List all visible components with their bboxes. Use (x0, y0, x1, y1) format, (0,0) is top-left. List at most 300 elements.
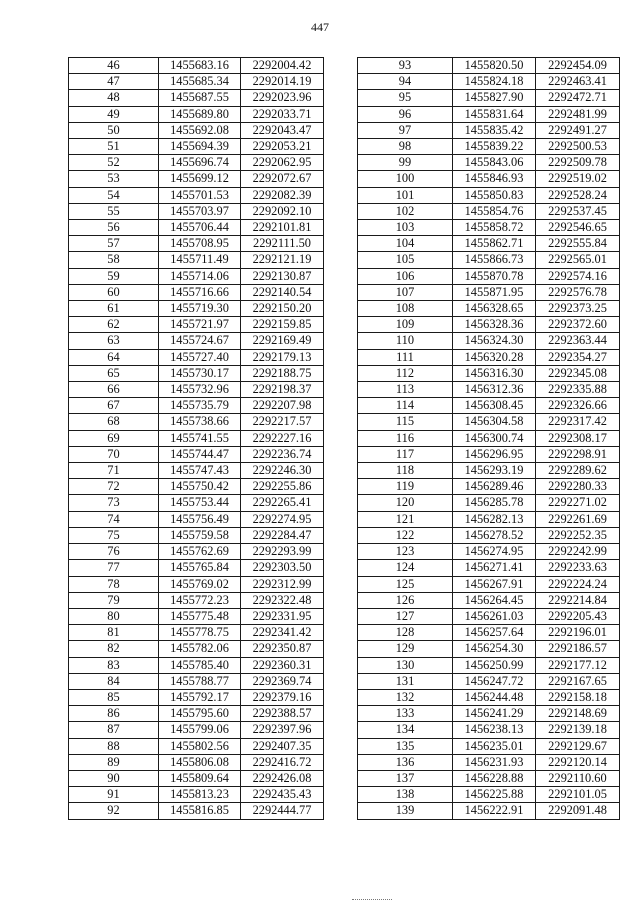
x-coordinate-cell: 1456244.48 (453, 689, 536, 705)
table-row (358, 236, 620, 252)
table-row (358, 284, 620, 300)
point-number-cell: 89 (69, 754, 159, 770)
y-coordinate-cell: 2292274.95 (241, 511, 324, 527)
y-coordinate-cell: 2292158.18 (536, 689, 620, 705)
x-coordinate-cell: 1455741.55 (159, 430, 241, 446)
point-number-cell: 87 (69, 722, 159, 738)
y-coordinate-cell: 2292546.65 (536, 220, 620, 236)
table-row (358, 398, 620, 414)
table-row (69, 544, 324, 560)
x-coordinate-cell: 1456247.72 (453, 673, 536, 689)
x-coordinate-cell: 1455870.78 (453, 268, 536, 284)
table-row (358, 382, 620, 398)
table-row (358, 706, 620, 722)
table-row (69, 608, 324, 624)
point-number-cell: 94 (358, 74, 453, 90)
table-row (69, 673, 324, 689)
y-coordinate-cell: 2292528.24 (536, 187, 620, 203)
table-row (69, 301, 324, 317)
table-row (69, 430, 324, 446)
table-row (358, 722, 620, 738)
point-number-cell: 133 (358, 706, 453, 722)
x-coordinate-cell: 1455750.42 (159, 479, 241, 495)
x-coordinate-cell: 1455721.97 (159, 317, 241, 333)
point-number-cell: 113 (358, 382, 453, 398)
table-row (69, 446, 324, 462)
y-coordinate-cell: 2292369.74 (241, 673, 324, 689)
x-coordinate-cell: 1455769.02 (159, 576, 241, 592)
x-coordinate-cell: 1456274.95 (453, 544, 536, 560)
point-number-cell: 85 (69, 689, 159, 705)
y-coordinate-cell: 2292261.69 (536, 511, 620, 527)
point-number-cell: 116 (358, 430, 453, 446)
x-coordinate-cell: 1456264.45 (453, 592, 536, 608)
x-coordinate-cell: 1455683.16 (159, 58, 241, 74)
x-coordinate-cell: 1456267.91 (453, 576, 536, 592)
x-coordinate-cell: 1456238.13 (453, 722, 536, 738)
table-row (358, 317, 620, 333)
table-row (358, 770, 620, 786)
point-number-cell: 104 (358, 236, 453, 252)
y-coordinate-cell: 2292205.43 (536, 608, 620, 624)
x-coordinate-cell: 1456231.93 (453, 754, 536, 770)
x-coordinate-cell: 1455696.74 (159, 155, 241, 171)
y-coordinate-cell: 2292454.09 (536, 58, 620, 74)
x-coordinate-cell: 1456285.78 (453, 495, 536, 511)
table-row (358, 90, 620, 106)
x-coordinate-cell: 1456296.95 (453, 446, 536, 462)
x-coordinate-cell: 1455809.64 (159, 770, 241, 786)
y-coordinate-cell: 2292101.05 (536, 787, 620, 803)
x-coordinate-cell: 1455711.49 (159, 252, 241, 268)
point-number-cell: 55 (69, 203, 159, 219)
x-coordinate-cell: 1455871.95 (453, 284, 536, 300)
table-row (69, 155, 324, 171)
table-row (69, 203, 324, 219)
x-coordinate-cell: 1455778.75 (159, 625, 241, 641)
point-number-cell: 61 (69, 301, 159, 317)
x-coordinate-cell: 1455846.93 (453, 171, 536, 187)
x-coordinate-cell: 1456324.30 (453, 333, 536, 349)
x-coordinate-cell: 1455802.56 (159, 738, 241, 754)
point-number-cell: 70 (69, 446, 159, 462)
x-coordinate-cell: 1455719.30 (159, 301, 241, 317)
y-coordinate-cell: 2292407.35 (241, 738, 324, 754)
y-coordinate-cell: 2292416.72 (241, 754, 324, 770)
point-number-cell: 62 (69, 317, 159, 333)
point-number-cell: 58 (69, 252, 159, 268)
x-coordinate-cell: 1455782.06 (159, 641, 241, 657)
table-row (69, 787, 324, 803)
y-coordinate-cell: 2292227.16 (241, 430, 324, 446)
coordinate-table-left (68, 57, 324, 820)
x-coordinate-cell: 1455685.34 (159, 74, 241, 90)
x-coordinate-cell: 1455694.39 (159, 139, 241, 155)
y-coordinate-cell: 2292139.18 (536, 722, 620, 738)
x-coordinate-cell: 1455724.67 (159, 333, 241, 349)
table-row (358, 511, 620, 527)
point-number-cell: 130 (358, 657, 453, 673)
table-row (69, 495, 324, 511)
table-row (358, 787, 620, 803)
x-coordinate-cell: 1455735.79 (159, 398, 241, 414)
y-coordinate-cell: 2292500.53 (536, 139, 620, 155)
point-number-cell: 99 (358, 155, 453, 171)
x-coordinate-cell: 1455756.49 (159, 511, 241, 527)
y-coordinate-cell: 2292322.48 (241, 592, 324, 608)
y-coordinate-cell: 2292537.45 (536, 203, 620, 219)
table-row (358, 803, 620, 819)
y-coordinate-cell: 2292373.25 (536, 301, 620, 317)
table-row (69, 122, 324, 138)
y-coordinate-cell: 2292121.19 (241, 252, 324, 268)
point-number-cell: 77 (69, 560, 159, 576)
table-row (358, 544, 620, 560)
y-coordinate-cell: 2292214.84 (536, 592, 620, 608)
table-row (358, 333, 620, 349)
point-number-cell: 96 (358, 106, 453, 122)
table-row (69, 625, 324, 641)
table-row (69, 220, 324, 236)
point-number-cell: 52 (69, 155, 159, 171)
table-row (358, 495, 620, 511)
table-row (358, 74, 620, 90)
y-coordinate-cell: 2292280.33 (536, 479, 620, 495)
y-coordinate-cell: 2292217.57 (241, 414, 324, 430)
x-coordinate-cell: 1455854.76 (453, 203, 536, 219)
point-number-cell: 119 (358, 479, 453, 495)
table-row (358, 738, 620, 754)
y-coordinate-cell: 2292255.86 (241, 479, 324, 495)
point-number-cell: 120 (358, 495, 453, 511)
table-row (358, 268, 620, 284)
x-coordinate-cell: 1456328.65 (453, 301, 536, 317)
point-number-cell: 60 (69, 284, 159, 300)
x-coordinate-cell: 1455687.55 (159, 90, 241, 106)
x-coordinate-cell: 1455738.66 (159, 414, 241, 430)
y-coordinate-cell: 2292120.14 (536, 754, 620, 770)
x-coordinate-cell: 1455762.69 (159, 544, 241, 560)
point-number-cell: 57 (69, 236, 159, 252)
x-coordinate-cell: 1456254.30 (453, 641, 536, 657)
x-coordinate-cell: 1456261.03 (453, 608, 536, 624)
y-coordinate-cell: 2292140.54 (241, 284, 324, 300)
table-row (69, 90, 324, 106)
x-coordinate-cell: 1455806.08 (159, 754, 241, 770)
y-coordinate-cell: 2292312.99 (241, 576, 324, 592)
y-coordinate-cell: 2292271.02 (536, 495, 620, 511)
point-number-cell: 103 (358, 220, 453, 236)
point-number-cell: 129 (358, 641, 453, 657)
point-number-cell: 68 (69, 414, 159, 430)
point-number-cell: 100 (358, 171, 453, 187)
x-coordinate-cell: 1455788.77 (159, 673, 241, 689)
y-coordinate-cell: 2292289.62 (536, 463, 620, 479)
x-coordinate-cell: 1456308.45 (453, 398, 536, 414)
x-coordinate-cell: 1455858.72 (453, 220, 536, 236)
y-coordinate-cell: 2292101.81 (241, 220, 324, 236)
point-number-cell: 118 (358, 463, 453, 479)
x-coordinate-cell: 1455747.43 (159, 463, 241, 479)
x-coordinate-cell: 1456328.36 (453, 317, 536, 333)
x-coordinate-cell: 1455708.95 (159, 236, 241, 252)
point-number-cell: 122 (358, 527, 453, 543)
x-coordinate-cell: 1456316.30 (453, 365, 536, 381)
y-coordinate-cell: 2292388.57 (241, 706, 324, 722)
table-row (69, 398, 324, 414)
table-row (69, 803, 324, 819)
table-row (358, 349, 620, 365)
table-row (69, 479, 324, 495)
x-coordinate-cell: 1456250.99 (453, 657, 536, 673)
point-number-cell: 83 (69, 657, 159, 673)
coordinate-table-right (357, 57, 620, 820)
table-row (69, 592, 324, 608)
point-number-cell: 121 (358, 511, 453, 527)
table-row (358, 106, 620, 122)
x-coordinate-cell: 1455816.85 (159, 803, 241, 819)
y-coordinate-cell: 2292509.78 (536, 155, 620, 171)
y-coordinate-cell: 2292565.01 (536, 252, 620, 268)
table-row (69, 365, 324, 381)
x-coordinate-cell: 1455850.83 (453, 187, 536, 203)
x-coordinate-cell: 1455862.71 (453, 236, 536, 252)
x-coordinate-cell: 1455744.47 (159, 446, 241, 462)
point-number-cell: 49 (69, 106, 159, 122)
x-coordinate-cell: 1455765.84 (159, 560, 241, 576)
y-coordinate-cell: 2292129.67 (536, 738, 620, 754)
point-number-cell: 109 (358, 317, 453, 333)
x-coordinate-cell: 1455843.06 (453, 155, 536, 171)
x-coordinate-cell: 1455799.06 (159, 722, 241, 738)
table-row (69, 106, 324, 122)
table-row (358, 625, 620, 641)
x-coordinate-cell: 1456293.19 (453, 463, 536, 479)
point-number-cell: 98 (358, 139, 453, 155)
y-coordinate-cell: 2292014.19 (241, 74, 324, 90)
table-row (358, 430, 620, 446)
x-coordinate-cell: 1456241.29 (453, 706, 536, 722)
x-coordinate-cell: 1456320.28 (453, 349, 536, 365)
y-coordinate-cell: 2292111.50 (241, 236, 324, 252)
x-coordinate-cell: 1456235.01 (453, 738, 536, 754)
bottom-scan-mark (352, 899, 392, 901)
x-coordinate-cell: 1456304.58 (453, 414, 536, 430)
table-row (69, 754, 324, 770)
y-coordinate-cell: 2292207.98 (241, 398, 324, 414)
y-coordinate-cell: 2292350.87 (241, 641, 324, 657)
y-coordinate-cell: 2292167.65 (536, 673, 620, 689)
table-row (69, 560, 324, 576)
x-coordinate-cell: 1455827.90 (453, 90, 536, 106)
point-number-cell: 54 (69, 187, 159, 203)
point-number-cell: 102 (358, 203, 453, 219)
point-number-cell: 74 (69, 511, 159, 527)
point-number-cell: 108 (358, 301, 453, 317)
table-row (69, 268, 324, 284)
y-coordinate-cell: 2292053.21 (241, 139, 324, 155)
point-number-cell: 50 (69, 122, 159, 138)
x-coordinate-cell: 1455795.60 (159, 706, 241, 722)
table-row (358, 139, 620, 155)
x-coordinate-cell: 1455703.97 (159, 203, 241, 219)
y-coordinate-cell: 2292317.42 (536, 414, 620, 430)
x-coordinate-cell: 1456225.88 (453, 787, 536, 803)
point-number-cell: 126 (358, 592, 453, 608)
point-number-cell: 59 (69, 268, 159, 284)
x-coordinate-cell: 1456228.88 (453, 770, 536, 786)
table-row (358, 446, 620, 462)
point-number-cell: 107 (358, 284, 453, 300)
table-row (358, 203, 620, 219)
y-coordinate-cell: 2292293.99 (241, 544, 324, 560)
x-coordinate-cell: 1456300.74 (453, 430, 536, 446)
y-coordinate-cell: 2292341.42 (241, 625, 324, 641)
y-coordinate-cell: 2292148.69 (536, 706, 620, 722)
table-row (69, 463, 324, 479)
x-coordinate-cell: 1455706.44 (159, 220, 241, 236)
point-number-cell: 128 (358, 625, 453, 641)
y-coordinate-cell: 2292519.02 (536, 171, 620, 187)
y-coordinate-cell: 2292354.27 (536, 349, 620, 365)
y-coordinate-cell: 2292196.01 (536, 625, 620, 641)
x-coordinate-cell: 1456222.91 (453, 803, 536, 819)
point-number-cell: 47 (69, 74, 159, 90)
point-number-cell: 90 (69, 770, 159, 786)
point-number-cell: 93 (358, 58, 453, 74)
point-number-cell: 114 (358, 398, 453, 414)
point-number-cell: 88 (69, 738, 159, 754)
table-row (358, 463, 620, 479)
table-row (69, 284, 324, 300)
point-number-cell: 51 (69, 139, 159, 155)
table-row (358, 689, 620, 705)
table-row (69, 333, 324, 349)
point-number-cell: 80 (69, 608, 159, 624)
y-coordinate-cell: 2292574.16 (536, 268, 620, 284)
table-row (69, 770, 324, 786)
point-number-cell: 67 (69, 398, 159, 414)
x-coordinate-cell: 1455792.17 (159, 689, 241, 705)
table-row (69, 171, 324, 187)
point-number-cell: 136 (358, 754, 453, 770)
x-coordinate-cell: 1455785.40 (159, 657, 241, 673)
table-row (69, 657, 324, 673)
point-number-cell: 135 (358, 738, 453, 754)
y-coordinate-cell: 2292092.10 (241, 203, 324, 219)
x-coordinate-cell: 1455824.18 (453, 74, 536, 90)
table-row (358, 608, 620, 624)
x-coordinate-cell: 1455839.22 (453, 139, 536, 155)
table-row (358, 122, 620, 138)
point-number-cell: 72 (69, 479, 159, 495)
x-coordinate-cell: 1455730.17 (159, 365, 241, 381)
point-number-cell: 106 (358, 268, 453, 284)
table-row (69, 527, 324, 543)
point-number-cell: 82 (69, 641, 159, 657)
point-number-cell: 46 (69, 58, 159, 74)
table-row (358, 171, 620, 187)
table-row (358, 592, 620, 608)
table-row (358, 365, 620, 381)
table-row (358, 58, 620, 74)
x-coordinate-cell: 1455732.96 (159, 382, 241, 398)
y-coordinate-cell: 2292308.17 (536, 430, 620, 446)
y-coordinate-cell: 2292242.99 (536, 544, 620, 560)
x-coordinate-cell: 1455701.53 (159, 187, 241, 203)
table-row (358, 641, 620, 657)
point-number-cell: 48 (69, 90, 159, 106)
table-row (358, 657, 620, 673)
y-coordinate-cell: 2292198.37 (241, 382, 324, 398)
y-coordinate-cell: 2292224.24 (536, 576, 620, 592)
point-number-cell: 71 (69, 463, 159, 479)
point-number-cell: 76 (69, 544, 159, 560)
table-row (358, 527, 620, 543)
table-row (69, 187, 324, 203)
x-coordinate-cell: 1455727.40 (159, 349, 241, 365)
point-number-cell: 53 (69, 171, 159, 187)
table-row (69, 706, 324, 722)
table-row (69, 414, 324, 430)
y-coordinate-cell: 2292397.96 (241, 722, 324, 738)
y-coordinate-cell: 2292033.71 (241, 106, 324, 122)
x-coordinate-cell: 1455689.80 (159, 106, 241, 122)
x-coordinate-cell: 1456282.13 (453, 511, 536, 527)
table-row (358, 301, 620, 317)
x-coordinate-cell: 1455813.23 (159, 787, 241, 803)
point-number-cell: 63 (69, 333, 159, 349)
x-coordinate-cell: 1455699.12 (159, 171, 241, 187)
x-coordinate-cell: 1455775.48 (159, 608, 241, 624)
point-number-cell: 91 (69, 787, 159, 803)
point-number-cell: 124 (358, 560, 453, 576)
y-coordinate-cell: 2292360.31 (241, 657, 324, 673)
y-coordinate-cell: 2292062.95 (241, 155, 324, 171)
y-coordinate-cell: 2292233.63 (536, 560, 620, 576)
table-row (358, 673, 620, 689)
point-number-cell: 81 (69, 625, 159, 641)
y-coordinate-cell: 2292426.08 (241, 770, 324, 786)
point-number-cell: 134 (358, 722, 453, 738)
y-coordinate-cell: 2292472.71 (536, 90, 620, 106)
y-coordinate-cell: 2292043.47 (241, 122, 324, 138)
y-coordinate-cell: 2292363.44 (536, 333, 620, 349)
y-coordinate-cell: 2292345.08 (536, 365, 620, 381)
table-row (358, 754, 620, 770)
y-coordinate-cell: 2292298.91 (536, 446, 620, 462)
y-coordinate-cell: 2292435.43 (241, 787, 324, 803)
table-row (69, 349, 324, 365)
y-coordinate-cell: 2292186.57 (536, 641, 620, 657)
table-row (69, 139, 324, 155)
table-row (358, 187, 620, 203)
point-number-cell: 112 (358, 365, 453, 381)
y-coordinate-cell: 2292303.50 (241, 560, 324, 576)
table-row (358, 220, 620, 236)
y-coordinate-cell: 2292130.87 (241, 268, 324, 284)
y-coordinate-cell: 2292150.20 (241, 301, 324, 317)
table-row (69, 576, 324, 592)
y-coordinate-cell: 2292082.39 (241, 187, 324, 203)
x-coordinate-cell: 1455866.73 (453, 252, 536, 268)
point-number-cell: 139 (358, 803, 453, 819)
y-coordinate-cell: 2292576.78 (536, 284, 620, 300)
point-number-cell: 137 (358, 770, 453, 786)
y-coordinate-cell: 2292091.48 (536, 803, 620, 819)
x-coordinate-cell: 1456278.52 (453, 527, 536, 543)
x-coordinate-cell: 1455759.58 (159, 527, 241, 543)
